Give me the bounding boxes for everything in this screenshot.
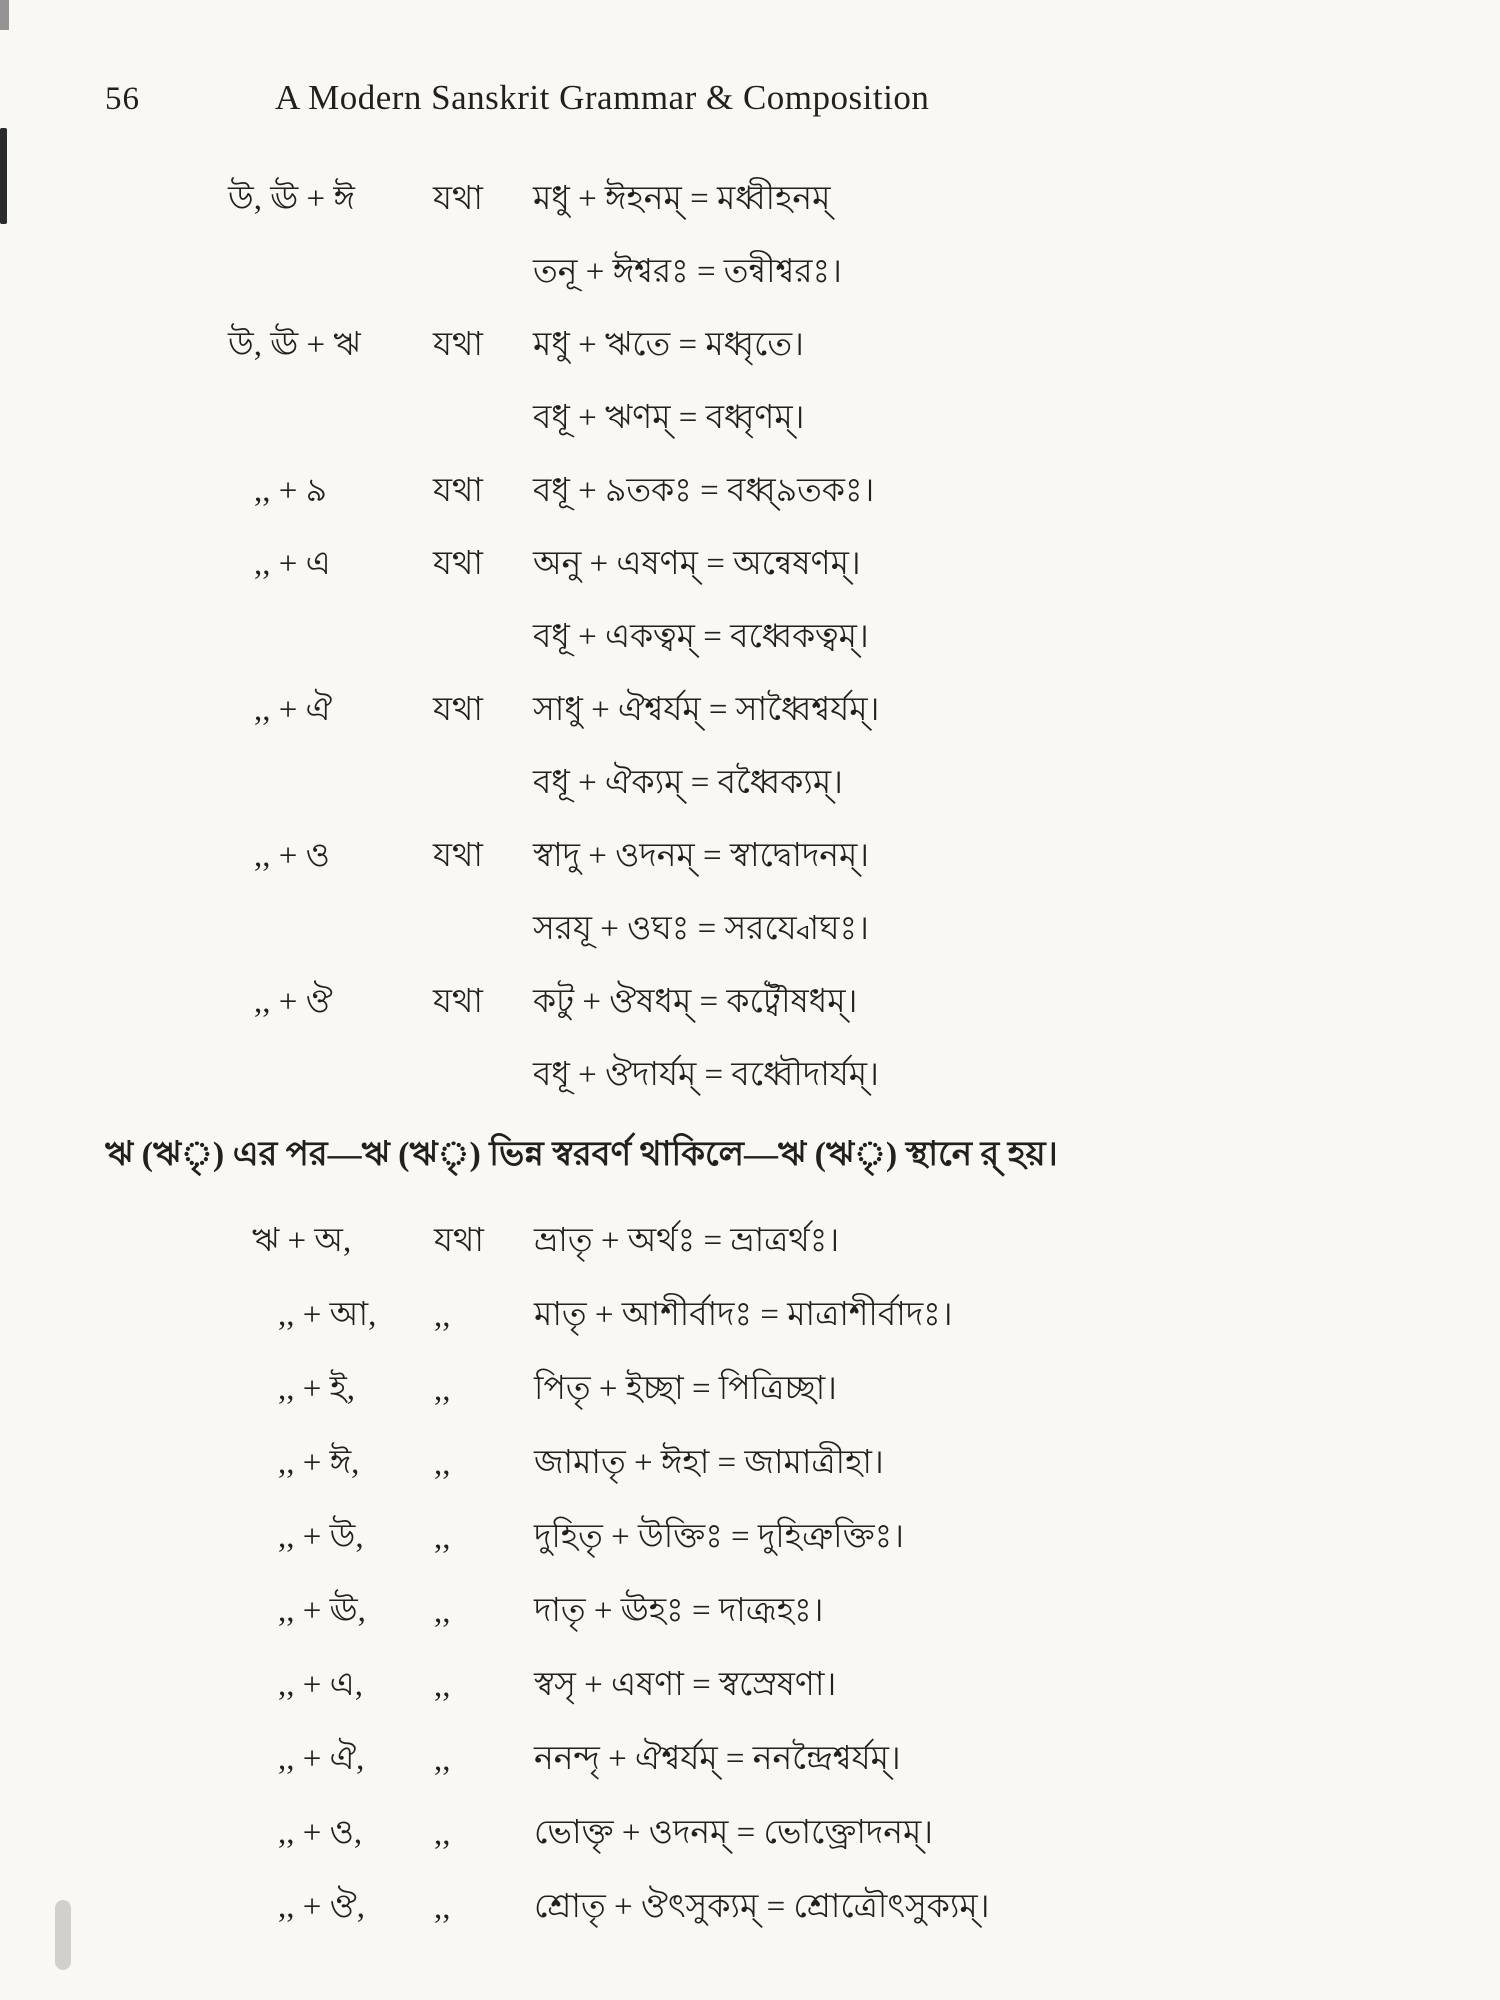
- sandhi-equation: মধু + ঈহনম্ = মধ্বীহনম্: [533, 180, 831, 217]
- example-marker-cell: যথা: [433, 691, 483, 728]
- example-marker-cell: ,,: [434, 1889, 451, 1926]
- rule-cell: উ, ঊ + ঈ: [228, 180, 355, 217]
- equations-cell: [534, 1353, 1500, 1427]
- equations-cell: [534, 1575, 1500, 1649]
- sandhi-equation: স্বসৃ + এষণা = স্বস্রেষণা।: [534, 1667, 837, 1703]
- example-marker-cell: যথা: [433, 837, 483, 874]
- example-marker-cell: যথা: [433, 326, 483, 363]
- rule-cell: ,, + ই,: [278, 1371, 356, 1407]
- example-marker-cell: ,,: [434, 1593, 451, 1630]
- example-marker-cell: ,,: [434, 1297, 451, 1334]
- equations-cell: [533, 820, 1500, 966]
- example-marker-cell: যথা: [433, 545, 483, 582]
- scan-artifact: [55, 1900, 71, 1970]
- ri-vowel-sandhi-examples: [0, 1205, 1500, 1945]
- example-marker-cell: ,,: [434, 1371, 451, 1408]
- sandhi-rule-row: [252, 1427, 1500, 1501]
- equations-cell: [533, 966, 1500, 1112]
- sandhi-equation: ভ্রাতৃ + অর্থঃ = ভ্রাত্রর্থঃ।: [534, 1223, 840, 1259]
- equations-cell: [534, 1871, 1500, 1945]
- rule-cell: ,, + উ,: [278, 1519, 364, 1555]
- sandhi-equation: শ্রোতৃ + ঔৎসুক্যম্ = শ্রোত্রৌৎসুক্যম্।: [534, 1889, 990, 1925]
- sandhi-equation: বধূ + ৯তকঃ = বধ্ব্‌৯তকঃ।: [533, 472, 875, 509]
- sandhi-rule-row: [252, 1205, 1500, 1279]
- rule-cell: ,, + ঊ,: [278, 1593, 366, 1629]
- sandhi-equation: ভোক্তৃ + ওদনম্ = ভোক্ত্রোদনম্।: [534, 1815, 934, 1851]
- example-marker-cell: যথা: [433, 180, 483, 217]
- sandhi-rule-row: [252, 1501, 1500, 1575]
- sandhi-equation: স্বাদু + ওদনম্ = স্বাদ্বোদনম্।: [533, 837, 870, 874]
- sandhi-equation: সরযূ + ওঘঃ = সরয্বোঘঃ।: [533, 910, 869, 947]
- sandhi-rule-row: [228, 528, 1500, 674]
- sandhi-equation: দাতৃ + ঊহঃ = দাত্রূহঃ।: [534, 1593, 824, 1629]
- sandhi-rule-row: [252, 1797, 1500, 1871]
- rule-cell: ,, + আ,: [278, 1297, 377, 1333]
- book-title: A Modern Sanskrit Grammar & Composition: [275, 78, 930, 117]
- rule-cell: ,, + এ,: [278, 1667, 363, 1703]
- equations-cell: [533, 674, 1500, 820]
- page-number: 56: [105, 81, 140, 117]
- page-header: [0, 0, 1500, 118]
- sandhi-equation: বধূ + ঋণম্ = বধ্বৃণম্।: [533, 399, 805, 436]
- rule-cell: ,, + ঐ: [254, 691, 333, 728]
- sandhi-equation: বধূ + একত্বম্ = বধ্বেকত্বম্।: [533, 618, 869, 655]
- example-marker-cell: ,,: [434, 1519, 451, 1556]
- rule-cell: ,, + ঔ,: [278, 1889, 365, 1925]
- sandhi-equation: বধূ + ঔদার্যম্ = বধ্বৌদার্যম্।: [533, 1056, 879, 1093]
- equations-cell: [534, 1723, 1500, 1797]
- equations-cell: [534, 1501, 1500, 1575]
- equations-cell: [533, 528, 1500, 674]
- example-marker-cell: ,,: [434, 1815, 451, 1852]
- sandhi-rule-row: [252, 1279, 1500, 1353]
- example-marker-cell: ,,: [434, 1741, 451, 1778]
- equations-cell: [534, 1279, 1500, 1353]
- equations-cell: [534, 1205, 1500, 1279]
- example-marker-cell: ,,: [434, 1445, 451, 1482]
- rule-cell: ,, + এ: [254, 545, 331, 582]
- sandhi-rule-row: [228, 163, 1500, 309]
- sandhi-rule-row: [252, 1575, 1500, 1649]
- sandhi-rule-row: [228, 674, 1500, 820]
- rule-cell: ,, + ঐ,: [278, 1741, 365, 1777]
- equations-cell: [533, 163, 1500, 309]
- sandhi-rule-row: [228, 455, 1500, 528]
- example-marker-cell: ,,: [434, 1667, 451, 1704]
- sandhi-equation: বধূ + ঐক্যম্ = বধ্বৈক্যম্।: [533, 764, 843, 801]
- sandhi-equation: মধু + ঋতে = মধ্বৃতে।: [533, 326, 804, 363]
- rule-cell: ,, + ঔ: [254, 983, 333, 1020]
- sandhi-equation: দুহিতৃ + উক্তিঃ = দুহিত্রুক্তিঃ।: [534, 1519, 905, 1555]
- sandhi-rule-row: [228, 966, 1500, 1112]
- sandhi-rule-row: [252, 1353, 1500, 1427]
- equations-cell: [534, 1427, 1500, 1501]
- sandhi-equation: জামাতৃ + ঈহা = জামাত্রীহা।: [534, 1445, 884, 1481]
- equations-cell: [533, 455, 1500, 528]
- rule-cell: ,, + ঈ,: [278, 1445, 360, 1481]
- equations-cell: [534, 1649, 1500, 1723]
- sandhi-equation: সাধু + ঐশ্বর্যম্ = সাধ্বৈশ্বর্যম্।: [533, 691, 880, 728]
- equations-cell: [534, 1797, 1500, 1871]
- scan-artifact: [0, 0, 9, 30]
- sandhi-equation: অনু + এষণম্ = অন্বেষণম্।: [533, 545, 861, 582]
- sandhi-rule-row: [252, 1871, 1500, 1945]
- sandhi-equation: ননন্দৃ + ঐশ্বর্যম্ = ননন্দ্রৈশ্বর্যম্।: [534, 1741, 901, 1777]
- rule-cell: উ, ঊ + ঋ: [228, 326, 361, 363]
- sandhi-equation: কটু + ঔষধম্ = কট্বৌষধম্।: [533, 983, 858, 1020]
- sandhi-rule-row: [228, 309, 1500, 455]
- rule-cell: ,, + ও: [254, 837, 330, 874]
- sandhi-rule-row: [228, 820, 1500, 966]
- sandhi-equation: তনূ + ঈশ্বরঃ = তন্বীশ্বরঃ।: [533, 253, 842, 290]
- sandhi-equation: পিতৃ + ইচ্ছা = পিত্রিচ্ছা।: [534, 1371, 837, 1407]
- sandhi-rule-row: [252, 1649, 1500, 1723]
- rule-cell: ,, + ৯: [254, 472, 328, 509]
- sandhi-rule-row: [252, 1723, 1500, 1797]
- example-marker-cell: যথা: [434, 1223, 484, 1259]
- sandhi-equation: মাতৃ + আশীর্বাদঃ = মাত্রাশীর্বাদঃ।: [534, 1297, 953, 1333]
- equations-cell: [533, 309, 1500, 455]
- example-marker-cell: যথা: [433, 472, 483, 509]
- example-marker-cell: যথা: [433, 983, 483, 1020]
- u-vowel-sandhi-examples: [0, 163, 1500, 1112]
- scan-artifact: [0, 128, 7, 224]
- rule-cell: ঋ + অ,: [252, 1223, 352, 1259]
- ri-sandhi-rule-note: ঋ (ঋৃ) এর পর—ঋ (ঋৃ) ভিন্ন স্বরবর্ণ থাকিলে—ঋ (ঋৃ) স্থানে র্ হয়।: [105, 1136, 1058, 1173]
- rule-cell: ,, + ও,: [278, 1815, 363, 1851]
